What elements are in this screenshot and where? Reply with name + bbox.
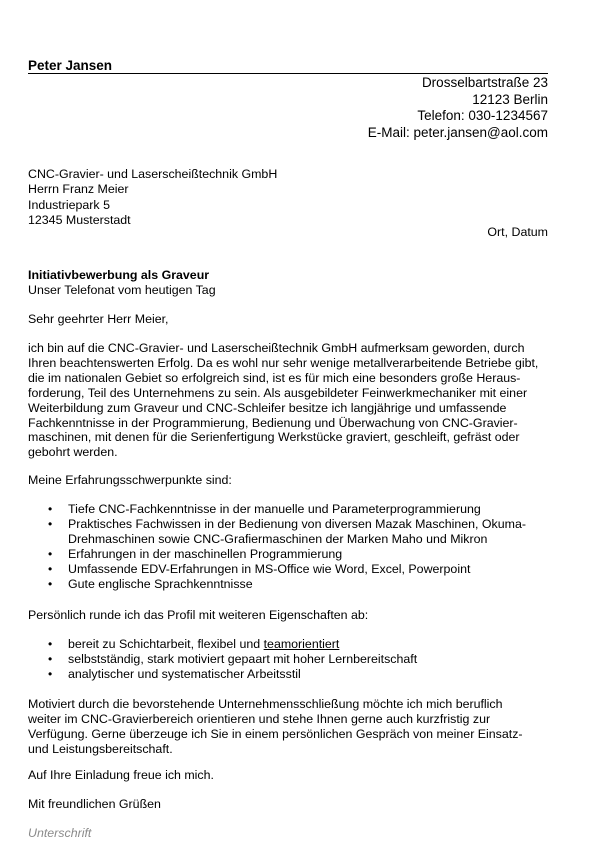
closing-line: Motiviert durch die bevorstehende Unternehmensschließung möchte ich mich beruflich bbox=[28, 697, 503, 711]
bullet-icon: • bbox=[48, 546, 53, 561]
subject-block bbox=[28, 268, 216, 299]
sender-phone: Telefon: 030-1234567 bbox=[417, 108, 548, 123]
underlined-word: teamorientiert bbox=[263, 637, 340, 651]
closing-line: und Leistungsbereitschaft. bbox=[28, 741, 173, 756]
sender-email: E-Mail: peter.jansen@aol.com bbox=[367, 124, 548, 140]
list-item bbox=[28, 637, 558, 652]
intro-line: maschinen, mit denen für die Serienfertigung Werkstücke graviert, geschleift, gefräst oder bbox=[28, 430, 520, 445]
recipient-company: CNC-Gravier- und Laserscheißtechnik GmbH bbox=[28, 167, 278, 181]
list-item-text: Umfassende EDV-Erfahrungen in MS-Office wie Word, Excel, Powerpoint bbox=[68, 561, 471, 576]
sender-street: Drosselbartstraße 23 bbox=[421, 75, 548, 90]
greeting: Mit freundlichen Grüßen bbox=[28, 797, 161, 811]
list-item-text-prefix: bereit zu Schichtarbeit, flexibel und bbox=[68, 637, 264, 651]
bullet-icon: • bbox=[48, 561, 53, 576]
list-item-text bbox=[68, 637, 558, 652]
subject-reference: Unser Telefonat vom heutigen Tag bbox=[28, 283, 216, 298]
place-date: Ort, Datum bbox=[487, 225, 548, 239]
list-item-text: selbstständig, stark motiviert gepaart mit hoher Lernbereitschaft bbox=[68, 651, 418, 666]
intro-line: Fachkenntnisse in der Programmierung, Bedienung und Überwachung von CNC-Gravier- bbox=[28, 415, 518, 430]
invitation-line: Auf Ihre Einladung freue ich mich. bbox=[28, 768, 214, 782]
list-item-text: Gute englische Sprachkenntnisse bbox=[68, 576, 253, 591]
intro-line: die im nationalen Gebiet so erfolgreich sind, ist es für mich eine besonders große Heraus- bbox=[28, 370, 521, 385]
list-item bbox=[28, 562, 558, 577]
recipient-street: Industriepark 5 bbox=[28, 197, 110, 212]
intro-line: Weiterbildung zum Graveur und CNC-Schleifer besitze ich langjährige und umfassende bbox=[28, 400, 507, 415]
focus-heading: Meine Erfahrungsschwerpunkte sind: bbox=[28, 473, 232, 487]
sender-city: 12123 Berlin bbox=[472, 91, 548, 107]
bullet-icon: • bbox=[48, 651, 53, 666]
intro-paragraph bbox=[28, 341, 558, 460]
list-item bbox=[28, 547, 558, 562]
intro-line: ich bin auf die CNC-Gravier- und Laserscheißtechnik GmbH aufmerksam geworden, durch bbox=[28, 341, 525, 355]
subject-title: Initiativbewerbung als Graveur bbox=[28, 268, 210, 282]
signature-placeholder: Unterschrift bbox=[28, 826, 92, 840]
list-item bbox=[28, 517, 558, 547]
list-item bbox=[28, 502, 558, 517]
list-item bbox=[28, 577, 558, 592]
closing-line: Verfügung. Gerne überzeuge ich Sie in einem persönlichen Gespräch von meiner Einsatz- bbox=[28, 726, 523, 741]
profile-heading: Persönlich runde ich das Profil mit weiteren Eigenschaften ab: bbox=[28, 608, 369, 622]
closing-paragraph bbox=[28, 697, 558, 757]
sender-address-block bbox=[368, 75, 548, 141]
bullet-icon: • bbox=[48, 637, 53, 651]
list-item-text: Tiefe CNC-Fachkenntnisse in der manuelle und Parameterprogrammierung bbox=[68, 502, 481, 516]
focus-list bbox=[28, 502, 558, 591]
recipient-city: 12345 Musterstadt bbox=[28, 213, 131, 228]
intro-line: forderung, Teil des Unternehmens zu sein. Als ausgebildeter Feinwerkmechaniker mit einer bbox=[28, 385, 528, 400]
list-item bbox=[28, 667, 558, 682]
recipient-address-block bbox=[28, 167, 277, 229]
recipient-contact: Herrn Franz Meier bbox=[28, 182, 129, 197]
intro-line: gebohrt werden. bbox=[28, 445, 118, 460]
list-item-text: Praktisches Fachwissen in der Bedienung von diversen Mazak Maschinen, Okuma- bbox=[68, 516, 526, 531]
bullet-icon: • bbox=[48, 516, 53, 531]
list-item-text: analytischer und systematischer Arbeitsstil bbox=[68, 666, 301, 681]
sender-name: Peter Jansen bbox=[28, 58, 113, 73]
list-item-text: Drehmaschinen sowie CNC-Grafiermaschinen der Marken Maho und Mikron bbox=[68, 531, 488, 546]
intro-line: Ihren beachtenswerten Erfolg. Da es wohl nur sehr wenige metallverarbeitende Betriebe gibt, bbox=[28, 355, 539, 370]
bullet-icon: • bbox=[48, 666, 53, 681]
header-divider bbox=[28, 73, 548, 74]
bullet-icon: • bbox=[48, 502, 53, 516]
salutation: Sehr geehrter Herr Meier, bbox=[28, 312, 169, 326]
bullet-icon: • bbox=[48, 576, 53, 591]
closing-line: weiter im CNC-Gravierbereich orientieren und stehe Ihnen gerne auch kurzfristig zur bbox=[28, 711, 491, 726]
list-item-text: Erfahrungen in der maschinellen Programmierung bbox=[68, 546, 343, 561]
profile-list bbox=[28, 637, 558, 682]
list-item bbox=[28, 652, 558, 667]
